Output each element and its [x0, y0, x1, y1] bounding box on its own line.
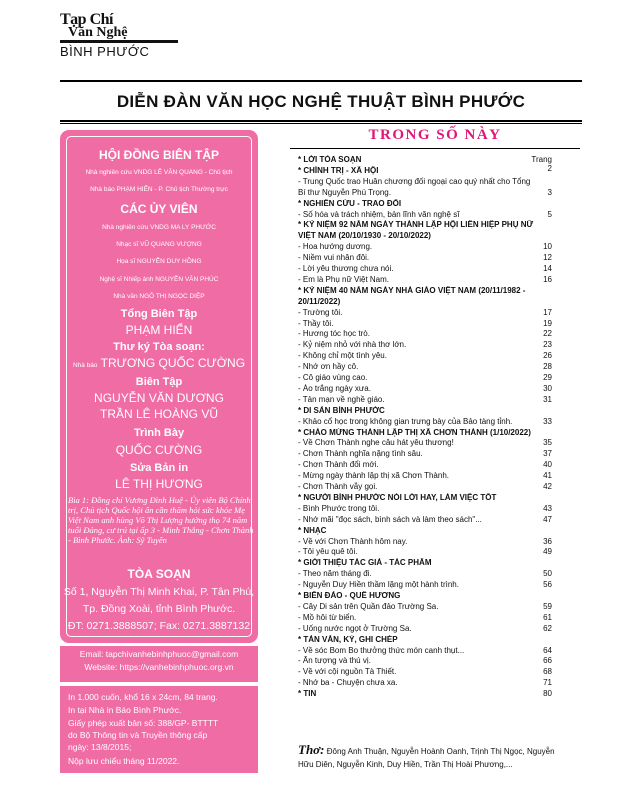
toc-entry: - Theo năm tháng đi.	[298, 569, 372, 579]
toc-entry: - Trung Quốc trao Huân chương đối ngoại cao quý nhất cho Tổng	[298, 176, 531, 186]
toc-page-number: 14	[543, 264, 552, 273]
toc-page-number: Trang 2	[531, 155, 552, 173]
toc-section: * DI SẢN BÌNH PHƯỚC	[298, 405, 385, 415]
toc-page-number: 36	[543, 536, 552, 546]
toc-page-number: 3	[547, 187, 552, 197]
contact-box	[60, 646, 258, 682]
print-line: In tại Nhà in Báo Bình Phước.	[68, 705, 182, 715]
toc-page-number: 66	[543, 656, 552, 666]
toc-entry: - Tôi yêu quê tôi.	[298, 547, 358, 557]
toc-section: * CHÀO MỪNG THÀNH LẬP THỊ XÃ CHƠN THÀNH (1/10/2022)	[298, 427, 531, 437]
toc-entry: - Về Chơn Thành nghe câu hát yêu thương!	[298, 438, 454, 448]
toc-page-number: 56	[543, 580, 552, 590]
toc-section: * BIỂN ĐẢO - QUÊ HƯƠNG	[298, 591, 401, 600]
toc-entry: - Nguyễn Duy Hiền thầm lặng một hành trình.	[298, 580, 459, 590]
toc-page-number: 17	[543, 307, 552, 317]
title-rule	[60, 120, 582, 122]
toc-entry: - Không chỉ một tình yêu.	[298, 351, 387, 361]
toc-entry: - Nhớ ơn hầy cô.	[298, 362, 359, 372]
toc-entry: - Khảo cổ học trong không gian trưng bày của Bảo tàng tỉnh.	[298, 416, 513, 426]
secretary-heading: Thư ký Tòa soạn:	[113, 341, 205, 353]
toc-entry: - Về với cội nguồn Tà Thiết.	[298, 667, 397, 677]
bientap-heading: Biên Tập	[135, 376, 183, 388]
toc-entry: - Kỷ niệm nhỏ với nhà thơ lớn.	[298, 340, 407, 350]
trinhbay-name: QUỐC CƯỜNG	[115, 443, 203, 457]
page-title: DIỄN ĐÀN VĂN HỌC NGHỆ THUẬT BÌNH PHƯỚC	[116, 92, 526, 111]
toc-page-number: 47	[543, 514, 552, 524]
toc-entry: - Niềm vui nhân đôi.	[298, 253, 370, 263]
title-rule-2	[60, 123, 582, 124]
council-heading: HỘI ĐỒNG BIÊN TẬP	[98, 148, 219, 162]
member: Nhà văn NGÔ THỊ NGỌC DIỆP	[113, 293, 205, 300]
toc-page-number: 43	[543, 503, 552, 513]
toc-entry: - Cây Di sản trên Quần đảo Trường Sa.	[298, 601, 439, 611]
toc-page-number: 37	[543, 449, 552, 459]
secretary-name: Nhà báo TRƯƠNG QUỐC CƯỜNG	[72, 356, 246, 370]
printing-info-box	[60, 686, 258, 773]
toc-page-number: 12	[543, 253, 552, 263]
toc-entry: - Mừng ngày thành lập thị xã Chơn Thành.	[298, 471, 449, 481]
toc-entry: - Trường tôi.	[298, 307, 343, 317]
toc-entry: - Chơn Thành đổi mới.	[298, 460, 379, 470]
toc-entry: - Lời yêu thương chưa nói.	[298, 264, 394, 273]
trinhbay-heading: Trình Bày	[133, 427, 185, 439]
website-link[interactable]: Website: https://vanhebinhphuoc.org.vn	[84, 662, 234, 672]
toc-section: * GIỚI THIỆU TÁC GIẢ - TÁC PHẨM	[298, 558, 432, 568]
office-heading: TÒA SOẠN	[127, 567, 191, 581]
member: Họa sĩ NGUYỄN DUY HỒNG	[116, 258, 202, 265]
poets-list	[298, 742, 558, 771]
member: Nghệ sĩ Nhiếp ảnh NGUYỄN VĂN PHÚC	[99, 276, 219, 283]
toc-page-number: 33	[543, 416, 552, 426]
toc-page-number: 49	[543, 547, 552, 557]
toc-section: * KỶ NIỆM 92 NĂM NGÀY THÀNH LẬP HỘI LIÊN HIỆP PHỤ NỮ	[298, 220, 534, 230]
phone-fax: ĐT: 0271.3888507; Fax: 0271.3887132	[67, 620, 251, 632]
toc-section: 20/11/2022)	[298, 296, 341, 306]
toc-page-number: 19	[543, 318, 552, 328]
toc-entry: - Bình Phước trong tôi.	[298, 503, 380, 513]
toc-section: * TẢN VĂN, KÝ, GHI CHÉP	[298, 634, 398, 644]
logo-bar	[60, 40, 178, 43]
poets-label: Thơ:	[298, 742, 325, 757]
print-line: do Bộ Thông tin và Truyền thông cấp	[68, 730, 208, 740]
print-line: ngày: 13/8/2015;	[68, 742, 132, 752]
bientap-name: TRẦN LÊ HOÀNG VŨ	[99, 407, 219, 421]
toc-section: * LỜI TÒA SOẠN	[298, 155, 362, 164]
email-text[interactable]: Email: tapchivanhebinhphuoc@gmail.com	[79, 649, 239, 659]
toc-entry: - Em là Phụ nữ Việt Nam.	[298, 274, 390, 284]
toc-section: * NHẠC	[298, 525, 327, 535]
poets-names: Đông Anh Thuận, Nguyễn Hoành Oanh, Trịnh Thị Ngọc, Nguyễn Hữu Diên, Nguyễn Kinh, Duy Hiền, Trần Thị Hoài Phương,...	[298, 747, 555, 769]
toc-page-number: 80	[543, 689, 552, 699]
toc-page-number: 31	[543, 394, 552, 404]
toc-entry: - Về sóc Bom Bo thưởng thức món canh thụt...	[298, 645, 465, 655]
logo-line1: Tạp Chí	[60, 11, 113, 28]
toc-page-number: 64	[543, 645, 552, 655]
toc-entry: - Chơn Thành nghĩa nặng tình sâu.	[298, 449, 423, 459]
toc-entry: - Mồ hôi từ biển.	[298, 612, 357, 622]
cover-caption: Bìa 1: Đồng chí Vương Đình Huệ - Ủy viên Bộ Chính trị, Chủ tịch Quốc hội ân cần thăm hỏi sức khỏe Mẹ Việt Nam anh hùng Võ Thị Lượng hưởng thọ 74 năm tuổi Đảng, cư trú tại ấp 3 - Minh Thắng - Chơn Thành - Bình Phước. Ảnh: Sỹ Tuyên	[68, 495, 254, 545]
toc-section: * TIN	[298, 689, 317, 699]
toc-page-number: 5	[547, 209, 552, 219]
toc-section: * KỶ NIỆM 40 NĂM NGÀY NHÀ GIÁO VIỆT NAM (20/11/1982 -	[298, 285, 526, 295]
toc-entry: - Nhớ mãi "đọc sách, bình sách và làm theo sách"...	[298, 514, 482, 524]
toc-entry: - Nhớ ba - Chuyện chưa xa.	[298, 678, 398, 688]
toc-section: * NGHIÊN CỨU - TRAO ĐỔI	[298, 198, 402, 208]
toc-entry: - Số hóa và trách nhiệm, bản lĩnh văn nghệ sĩ	[298, 209, 460, 219]
toc-section: * NGƯỜI BÌNH PHƯỚC NÓI LỜI HAY, LÀM VIỆC TỐT	[298, 492, 497, 502]
toc-entry: - Tản mạn về nghề giáo.	[298, 394, 385, 404]
members-heading: CÁC ỦY VIÊN	[120, 202, 198, 216]
toc-page-number: 35	[543, 438, 552, 448]
council-member: Nhà báo PHẠM HIỂN - P. Chủ tịch Thường trực	[90, 186, 228, 193]
council-member: Nhà nghiên cứu VNDG LÊ VĂN QUANG - Chủ tịch	[85, 169, 233, 176]
toc-entry: - Cô giáo vùng cao.	[298, 373, 368, 382]
toc-page-number: 42	[543, 482, 552, 491]
bientap-name: NGUYỄN VĂN DƯƠNG	[94, 391, 224, 405]
toc-page-number: 62	[543, 623, 552, 633]
print-line: In 1.000 cuốn, khổ 16 x 24cm, 84 trang.	[68, 692, 218, 702]
toc-page-number: 50	[543, 569, 552, 579]
logo-line3: BÌNH PHƯỚC	[60, 44, 150, 59]
toc-title: TRONG SỐ NÀY	[368, 127, 502, 143]
editor-heading: Tổng Biên Tập	[120, 308, 198, 320]
header-rule	[60, 80, 582, 82]
print-line: Nộp lưu chiểu tháng 11/2022.	[68, 756, 180, 766]
toc-entry: - Áo trắng ngày xưa.	[298, 383, 371, 393]
toc-page-number: 23	[543, 340, 552, 350]
magazine-logo	[60, 12, 180, 62]
toc-page-number: 30	[543, 383, 552, 393]
suabanin-heading: Sửa Bản in	[129, 462, 189, 474]
toc-entry: Bí thư Nguyễn Phú Trọng.	[298, 187, 391, 197]
toc-page-number: 41	[543, 471, 552, 481]
toc-page-number: 59	[543, 601, 552, 611]
toc-section: * CHÍNH TRỊ - XÃ HỘI	[298, 165, 379, 175]
toc-rule	[290, 148, 580, 149]
toc-entry: - Ấn tượng và thú vị.	[298, 656, 371, 666]
toc-page-number: 16	[543, 274, 552, 284]
toc-entry: - Hoa hướng dương.	[298, 242, 373, 252]
toc-page-number: 71	[543, 678, 552, 688]
toc-page-number: 10	[543, 242, 552, 252]
address-line: Tp. Đồng Xoài, tỉnh Bình Phước.	[82, 603, 236, 615]
toc-section: VIỆT NAM (20/10/1930 - 20/10/2022)	[298, 231, 431, 241]
toc-entry: - Hương tóc học trò.	[298, 329, 370, 339]
toc-page-number: 61	[543, 612, 552, 622]
toc-page-number: 26	[543, 351, 552, 361]
toc-entry: - Chơn Thành vẫy gọi.	[298, 482, 378, 491]
suabanin-name: LÊ THỊ HƯƠNG	[115, 477, 203, 491]
toc-page-number: 40	[543, 460, 552, 470]
address-line: Số 1, Nguyễn Thị Minh Khai, P. Tân Phú,	[63, 586, 255, 598]
toc-entry: - Uống nước ngọt ở Trường Sa.	[298, 623, 412, 633]
toc-page-number: 29	[543, 373, 552, 382]
toc-entry: - Thầy tôi.	[298, 318, 334, 328]
toc-page-number: 68	[543, 667, 552, 677]
toc-entry: - Về với Chơn Thành hôm nay.	[298, 536, 408, 546]
print-line: Giấy phép xuất bản số: 388/GP- BTTTT	[68, 718, 219, 728]
toc-page-number: 28	[543, 362, 552, 372]
editor-name: PHẠM HIỂN	[125, 323, 193, 337]
toc-page-number: 22	[543, 329, 552, 339]
member: Nhà nghiên cứu VNDG MA LY PHƯỚC	[102, 224, 216, 231]
member: Nhạc sĩ VŨ QUANG VƯỢNG	[116, 241, 202, 248]
logo-line2: Văn Nghệ	[68, 25, 128, 40]
